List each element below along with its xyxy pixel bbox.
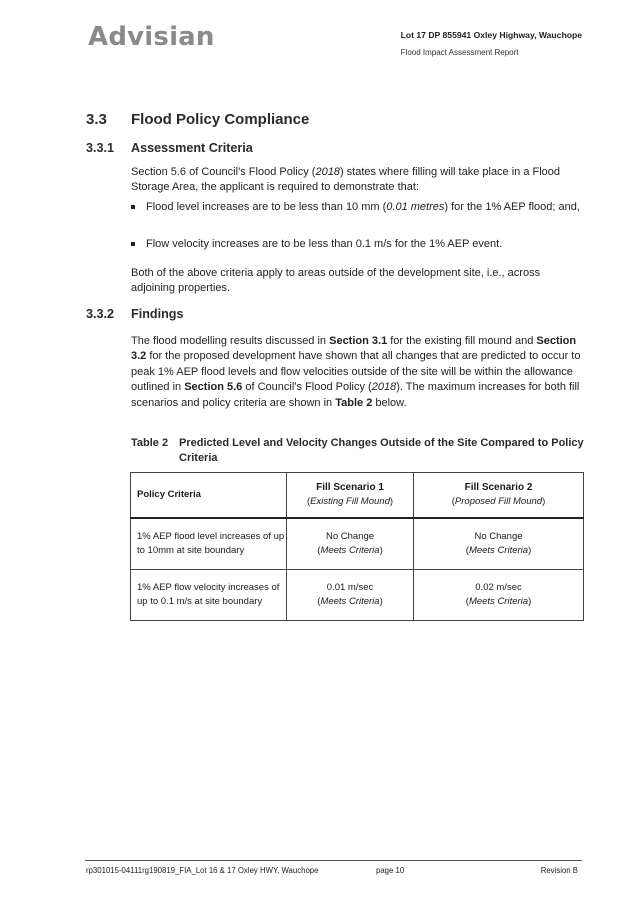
result-note: Meets Criteria — [468, 596, 529, 607]
subsection-title: Findings — [131, 307, 184, 321]
section-title: Flood Policy Compliance — [131, 111, 310, 128]
table-title: Predicted Level and Velocity Changes Outside of the Site Compared to Policy Criteria — [179, 437, 584, 464]
header-label: Fill Scenario 1 — [316, 482, 384, 493]
table-row — [131, 518, 584, 570]
text-run: Section 5.6 of Council’s Flood Policy ( — [131, 166, 316, 178]
bullet-marker — [131, 205, 135, 209]
findings-paragraph — [131, 334, 586, 411]
text-run: ). The maximum increases for both fill scenarios and policy criteria are shown in — [131, 381, 580, 409]
policy-compliance-table — [130, 472, 584, 621]
text-run: ) for the 1% AEP flood; and, — [444, 201, 580, 213]
scenario1-cell: No Change (Meets Criteria) — [287, 518, 414, 570]
text-run: ) states where filling will take place in a Flood Storage Area, the applicant is required to demonstrate that: — [131, 166, 561, 194]
subsection-heading-assessment — [86, 141, 253, 155]
header-sublabel: Existing Fill Mound — [310, 496, 390, 507]
header-cell-scenario2: Fill Scenario 2 (Proposed Fill Mound) — [414, 473, 584, 519]
criteria-bullet-velocity — [131, 237, 586, 252]
text-run: for the proposed development have shown that all changes that are predicted to occur to peak 1% AEP flood levels and flow velocities outside of the site will be within the allowance outlined in — [131, 350, 581, 394]
page-header — [401, 30, 582, 57]
section-ref: Section 5.6 — [184, 381, 243, 394]
subsection-title: Assessment Criteria — [131, 141, 253, 155]
policy-year: 2018 — [315, 166, 340, 178]
header-sublabel: Proposed Fill Mound — [454, 496, 543, 507]
footer-document-id: rp301015-04111rg190819_FIA_Lot 16 & 17 Oxley HWY, Wauchope — [86, 866, 319, 875]
subsection-number: 3.3.1 — [86, 141, 115, 155]
subsection-number: 3.3.2 — [86, 307, 115, 321]
text-run: below. — [372, 396, 407, 409]
criteria-bullet-level — [131, 200, 586, 215]
bullet-text: Flow velocity increases are to be less than 0.1 m/s for the 1% AEP event. — [146, 238, 503, 250]
result-value: No Change — [325, 531, 375, 542]
criteria-cell: 1% AEP flow velocity increases of up to 0.1 m/s at site boundary — [131, 570, 287, 621]
footer-page-number: page 10 — [376, 866, 405, 875]
criteria-cell: 1% AEP flood level increases of up to 10mm at site boundary — [131, 518, 287, 570]
text-run: for the existing fill mound and — [387, 335, 537, 347]
table-caption — [131, 436, 591, 466]
footer-revision: Revision B — [540, 866, 578, 875]
table-ref: Table 2 — [335, 396, 373, 409]
section-ref: Section 3.2 — [131, 335, 577, 363]
scenario1-cell: 0.01 m/sec (Meets Criteria) — [287, 570, 414, 621]
bullet-marker — [131, 242, 135, 246]
footer-divider — [85, 860, 582, 861]
assessment-intro-paragraph — [131, 165, 586, 196]
table-label: Table 2 — [131, 437, 169, 449]
scenario2-cell: 0.02 m/sec (Meets Criteria) — [414, 570, 584, 621]
section-ref: Section 3.1 — [329, 335, 388, 347]
header-cell-scenario1: Fill Scenario 1 (Existing Fill Mound) — [287, 473, 414, 519]
subsection-heading-findings — [86, 307, 183, 321]
text-run: of Council’s Flood Policy ( — [242, 381, 372, 394]
section-number: 3.3 — [86, 111, 107, 128]
text-run: The flood modelling results discussed in — [131, 335, 330, 347]
company-logo: Advisian — [88, 22, 215, 52]
result-note: Meets Criteria — [320, 545, 380, 556]
assessment-scope-paragraph: Both of the above criteria apply to areas outside of the development site, i.e., across adjoining properties. — [131, 267, 541, 295]
text-run: Flood level increases are to be less than 10 mm ( — [146, 201, 387, 213]
text-run-italic: 0.01 metres — [386, 201, 445, 213]
header-cell-criteria — [131, 473, 287, 519]
header-report-title: Flood Impact Assessment Report — [400, 48, 519, 57]
result-value: 0.02 m/sec — [475, 582, 522, 593]
result-value: No Change — [474, 531, 523, 542]
bullet-text — [146, 200, 586, 215]
result-note: Meets Criteria — [320, 596, 380, 607]
policy-year: 2018 — [371, 381, 397, 394]
scenario2-cell: No Change (Meets Criteria) — [414, 518, 584, 570]
result-note: Meets Criteria — [468, 545, 529, 556]
header-label: Policy Criteria — [137, 489, 201, 500]
section-heading — [86, 111, 309, 128]
table-row — [131, 570, 584, 621]
result-value: 0.01 m/sec — [326, 582, 374, 593]
header-label: Fill Scenario 2 — [464, 482, 533, 493]
header-location: Lot 17 DP 855941 Oxley Highway, Wauchope — [400, 30, 582, 40]
table-header-row — [131, 473, 584, 519]
